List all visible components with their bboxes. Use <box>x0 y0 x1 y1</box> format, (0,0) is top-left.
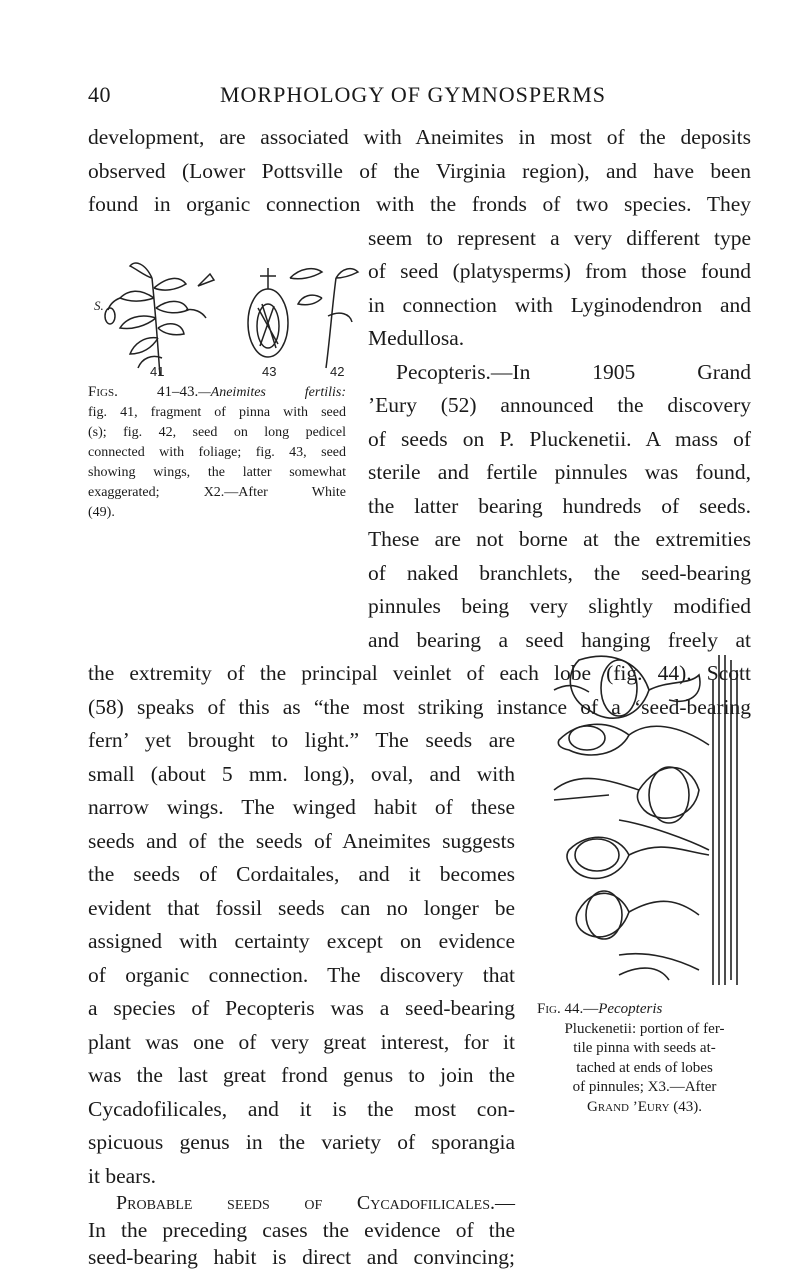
text-line: sterile and fertile pinnules was found, <box>368 460 751 484</box>
figure-41-43-caption <box>88 382 346 523</box>
caption-label: Figs. 41–43. <box>88 384 199 400</box>
figure-44 <box>549 650 754 985</box>
caption-line: showing wings, the latter somewhat <box>88 465 346 480</box>
text-line: Medullosa. <box>368 326 465 350</box>
text-line: and bearing a seed hanging freely at <box>368 628 751 652</box>
caption-line: tached at ends of lobes <box>576 1059 713 1076</box>
text-line: found in organic connection with the fronds of two species. They <box>88 192 751 216</box>
text-line: plant was one of very great interest, for it <box>88 1030 515 1054</box>
page-number: 40 <box>88 82 111 107</box>
text-line: fern’ yet brought to light.” The seeds are <box>88 728 515 752</box>
text-line: seem to represent a very different type <box>368 226 751 250</box>
text-line: of naked branchlets, the seed-bearing <box>368 561 751 585</box>
text-line: In the preceding cases the evidence of the <box>88 1218 515 1242</box>
caption-line: fig. 41, fragment of pinna with seed <box>88 405 346 420</box>
text-line: These are not borne at the extremities <box>368 527 751 551</box>
text-line: (58) speaks of this as “the most striking instance of a ‘seed-bearing <box>88 695 751 719</box>
label-s: S. <box>94 298 104 313</box>
figure-41-43 <box>90 258 360 378</box>
label-42: 42 <box>330 364 345 378</box>
text-line: of seed (platysperms) from those found <box>368 259 751 283</box>
text-line: of seeds on P. Pluckenetii. A mass of <box>368 427 751 451</box>
text-line: it bears. <box>88 1164 157 1188</box>
caption-line: connected with foliage; fig. 43, seed <box>88 445 346 460</box>
text-line: pinnules being very slightly modified <box>368 594 751 618</box>
caption-label: Fig. 44.— <box>537 1001 599 1017</box>
running-title: MORPHOLOGY OF GYMNOSPERMS <box>219 82 607 107</box>
section-heading-pecopteris: Pecopteris.—In 1905 Grand <box>396 360 751 384</box>
section-heading-probable-seeds: Probable seeds of Cycadofilicales.— <box>116 1192 515 1214</box>
caption-line: Pluckenetii: portion of fer- <box>564 1020 725 1037</box>
caption-line: exaggerated; X2.—After White <box>88 485 346 500</box>
text-line: was the last great frond genus to join the <box>88 1063 515 1087</box>
text-line: seeds and of the seeds of Aneimites suggests <box>88 829 515 853</box>
aneimites-illustration <box>90 258 360 378</box>
text-line: ’Eury (52) announced the discovery <box>368 393 751 417</box>
caption-line: of pinnules; X3.—After <box>572 1079 717 1095</box>
text-line: the extremity of the principal veinlet of each lobe (fig. 44). Scott <box>88 661 751 685</box>
pecopteris-illustration <box>549 650 754 985</box>
text-line: the latter bearing hundreds of seeds. <box>368 494 751 518</box>
text-line: seed-bearing habit is direct and convincing; <box>88 1245 515 1269</box>
caption-species: Pecopteris <box>598 1001 663 1017</box>
text-line: the seeds of Cordaitales, and it becomes <box>88 862 515 886</box>
caption-line: tile pinna with seeds at- <box>573 1040 716 1056</box>
caption-species: —Aneimites fertilis: <box>198 385 346 400</box>
text-line: development, are associated with Aneimites in most of the deposits <box>88 125 751 149</box>
caption-line: Grand ’Eury (43). <box>586 1098 703 1115</box>
text-line: of organic connection. The discovery that <box>88 963 515 987</box>
text-line: evident that fossil seeds can no longer be <box>88 896 515 920</box>
text-line: narrow wings. The winged habit of these <box>88 795 515 819</box>
text-line: small (about 5 mm. long), oval, and with <box>88 762 515 786</box>
text-line: in connection with Lyginodendron and <box>368 293 751 317</box>
text-line: spicuous genus in the variety of sporangia <box>88 1130 515 1154</box>
caption-line: (49). <box>88 505 115 520</box>
text-line: a species of Pecopteris was a seed-bearing <box>88 996 515 1020</box>
label-43: 43 <box>262 364 277 378</box>
text-line: Cycadofilicales, and it is the most con- <box>88 1097 515 1121</box>
text-line: assigned with certainty except on evidence <box>88 929 515 953</box>
caption-line: (s); fig. 42, seed on long pedicel <box>88 425 346 440</box>
label-41: 41 <box>150 364 165 378</box>
figure-44-caption <box>537 1000 752 1117</box>
text-line: observed (Lower Pottsville of the Virginia region), and have been <box>88 159 751 183</box>
